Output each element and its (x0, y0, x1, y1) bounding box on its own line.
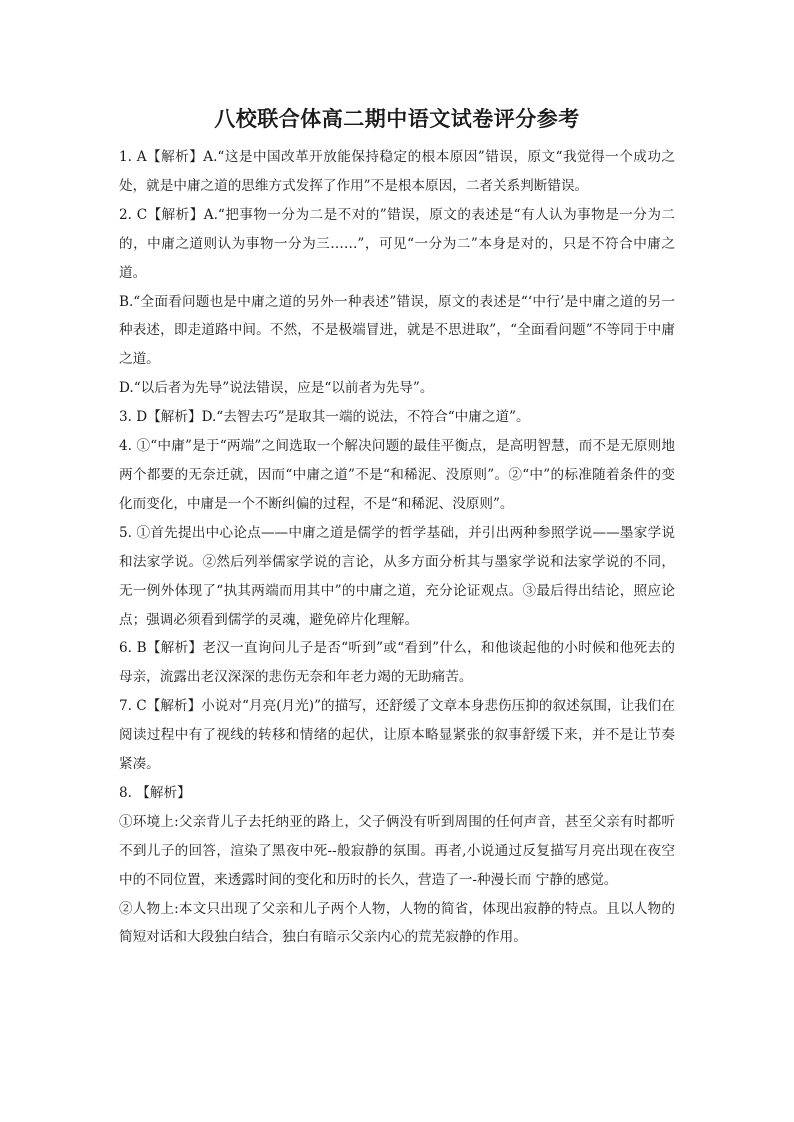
answer-key-body (119, 143, 675, 952)
answer-4: 4. ①“中庸”是于“两端”之间选取一个解决问题的最佳平衡点，是高明智慧，而不是无原则地两个都要的无奈迁就，因而“中庸之道”不是“和稀泥、没原则”。②“中”的标准随着条件的变化而变化，中庸是一个不断纠偏的过程，不是“和稀泥、没原则”。 (119, 438, 675, 512)
answer-2-option-d: D.“以后者为先导”说法错误，应是“以前者为先导”。 (119, 380, 434, 397)
document-title: 八校联合体高二期中语文试卷评分参考 (214, 107, 580, 131)
answer-5: 5. ①首先提出中心论点——中庸之道是儒学的哲学基础，并引出两种参照学说——墨家学说和法家学说。②然后列举儒家学说的言论，从多方面分析其与墨家学说和法家学说的不同，无一例外体现了“执其两端而用其中”的中庸之道，充分论证观点。③最后得出结论，照应论点；强调必须看到儒学的灵魂，避免碎片化理解。 (119, 524, 675, 628)
answer-8-point-1: ①环境上:父亲背儿子去托纳亚的路上，父子俩没有听到周围的任何声音，甚至父亲有时都听不到儿子的回答，渲染了黑夜中死--般寂静的氛围。再者,小说通过反复描写月亮出现在夜空中的不同位置，来透露时间的变化和历时的长久，营造了一-种漫长而 宁静的感觉。 (119, 813, 675, 888)
answer-7: 7. C【解析】小说对“月亮(月光)”的描写，还舒缓了文章本身悲伤压抑的叙述氛围，让我们在阅读过程中有了视线的转移和情绪的起伏，让原本略显紧张的叙事舒缓下来，并不是让节奏紧凑。 (119, 698, 675, 773)
answer-1: 1. A【解析】A.“这是中国改革开放能保持稳定的根本原因”错误，原文“我觉得一个成功之处，就是中庸之道的思维方式发挥了作用”不是根本原因，二者关系判断错误。 (119, 149, 675, 194)
answer-8-point-2: ②人物上:本文只出现了父亲和儿子两个人物，人物的简省，体现出寂静的特点。且以人物的简短对话和大段独白结合，独白有暗示父亲内心的荒芜寂静的作用。 (119, 900, 675, 946)
answer-2: 2. C【解析】A.“把事物一分为二是不对的”错误，原文的表述是“有人认为事物是一分为二的，中庸之道则认为事物一分为三……”，可见“一分为二”本身是对的，只是不符合中庸之道。 (119, 206, 675, 281)
answer-2-option-b: B.“全面看问题也是中庸之道的另外一种表述”错误，原文的表述是“‘中行’是中庸之道的另一种表述，即走道路中间。不然，不是极端冒进，就是不思进取”，“全面看问题”不等同于中庸之道。 (119, 293, 675, 368)
answer-3: 3. D【解析】D.“去智去巧”是取其一端的说法，不符合“中庸之道”。 (119, 409, 530, 426)
answer-8-heading: 8. 【解析】 (119, 784, 191, 801)
answer-6: 6. B【解析】老汉一直询问儿子是否“听到”或“看到”什么，和他谈起他的小时候和他死去的母亲，流露出老汉深深的悲伤无奈和年老力竭的无助痛苦。 (119, 640, 675, 686)
